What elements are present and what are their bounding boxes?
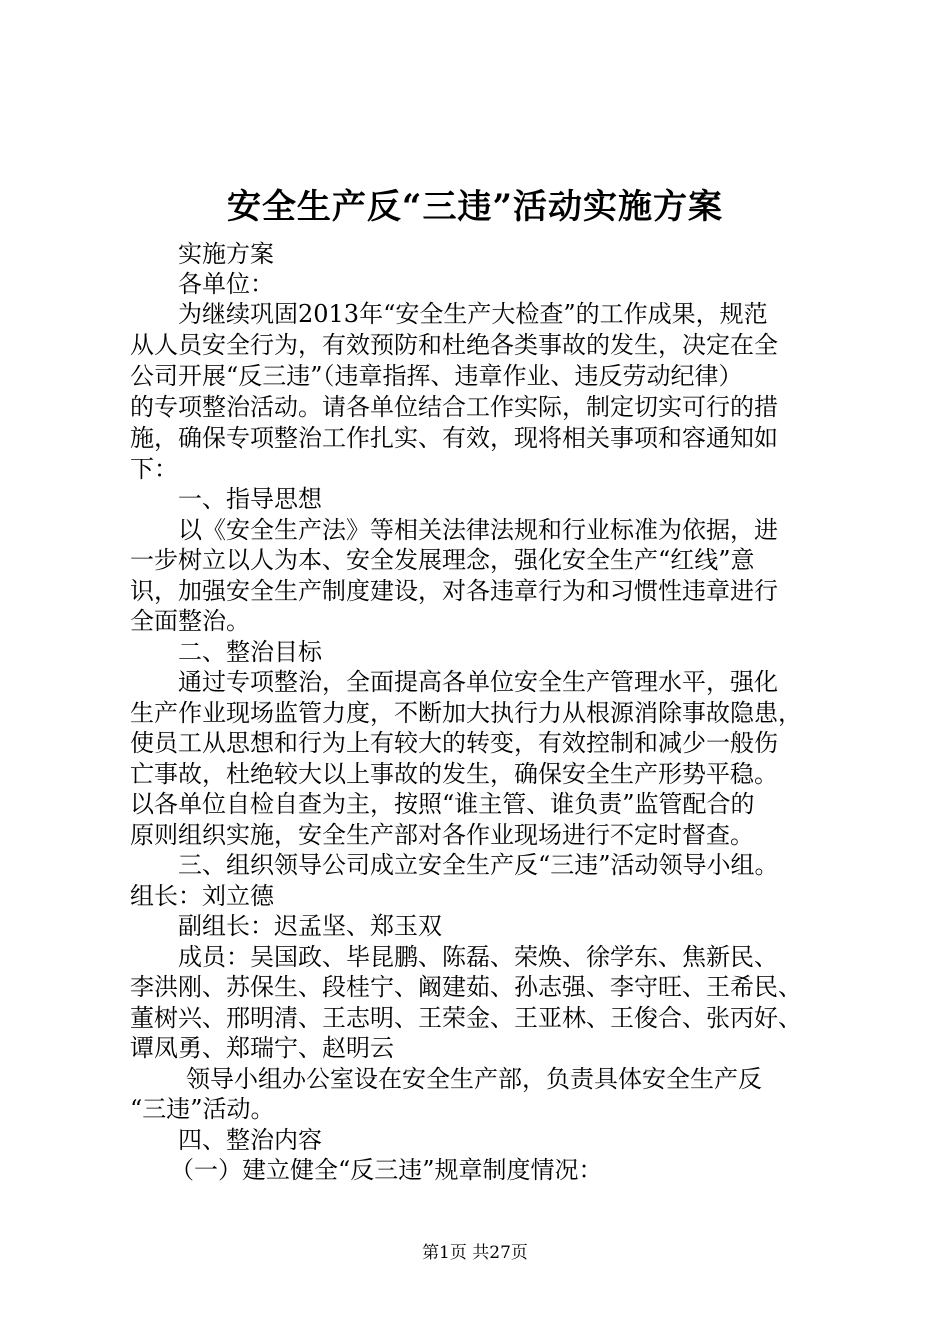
page-number: 第1页 共27页: [422, 1243, 528, 1263]
text-line: 领导小组办公室设在安全生产部，负责具体安全生产反: [186, 1065, 762, 1093]
text-line: 实施方案: [178, 240, 274, 268]
text-line: 为继续巩固2013年“安全生产大检查”的工作成果，规范: [178, 300, 768, 328]
text-line: 董树兴、邢明清、王志明、王荣金、王亚林、王俊合、张丙好、: [130, 1004, 802, 1032]
subsection-heading: （一）建立健全“反三违”规章制度情况：: [170, 1156, 603, 1184]
text-line: 使员工从思想和行为上有较大的转变，有效控制和减少一般伤: [130, 729, 778, 757]
text-line: 的专项整治活动。请各单位结合工作实际，制定切实可行的措: [130, 393, 778, 421]
text-line: 原则组织实施，安全生产部对各作业现场进行不定时督查。: [130, 821, 754, 849]
text-line: 通过专项整治，全面提高各单位安全生产管理水平，强化: [178, 668, 778, 696]
section-heading: 三、组织领导公司成立安全生产反“三违”活动领导小组。: [178, 851, 779, 879]
text-line: 全面整治。: [130, 607, 250, 635]
section-heading: 四、整治内容: [178, 1126, 322, 1154]
text-line: 谭凤勇、郑瑞宁、赵明云: [130, 1034, 394, 1062]
text-line: 李洪刚、苏保生、段桂宁、阚建茹、孙志强、李守旺、王希民、: [130, 973, 802, 1001]
text-line: 成员：吴国政、毕昆鹏、陈磊、荣焕、徐学东、焦新民、: [178, 943, 778, 971]
section-heading: 一、指导思想: [178, 485, 322, 513]
text-line: 公司开展“反三违”（违章指挥、违章作业、违反劳动纪律）: [130, 362, 743, 390]
document-title: 安全生产反“三违”活动实施方案: [226, 187, 724, 227]
text-line: 施，确保专项整治工作扎实、有效，现将相关事项和容通知如: [130, 424, 778, 452]
text-line: 一步树立以人为本、安全发展理念，强化安全生产“红线”意: [130, 546, 755, 574]
text-line: 以各单位自检自查为主，按照“谁主管、谁负责”监管配合的: [130, 790, 755, 818]
text-line: 识，加强安全生产制度建设，对各违章行为和习惯性违章进行: [130, 577, 778, 605]
text-line: 生产作业现场监管力度，不断加大执行力从根源消除事故隐患，: [130, 699, 802, 727]
section-heading: 二、整治目标: [178, 638, 322, 666]
text-line: 下：: [130, 455, 178, 483]
text-line: 组长：刘立德: [130, 882, 274, 910]
text-line: 亡事故，杜绝较大以上事故的发生，确保安全生产形势平稳。: [130, 760, 778, 788]
text-line: “三违”活动。: [130, 1095, 275, 1123]
text-line: 副组长：迟孟坚、郑玉双: [178, 912, 442, 940]
text-line: 各单位：: [178, 270, 274, 298]
text-line: 从人员安全行为，有效预防和杜绝各类事故的发生，决定在全: [130, 331, 778, 359]
text-line: 以《安全生产法》等相关法律法规和行业标准为依据，进: [178, 516, 778, 544]
